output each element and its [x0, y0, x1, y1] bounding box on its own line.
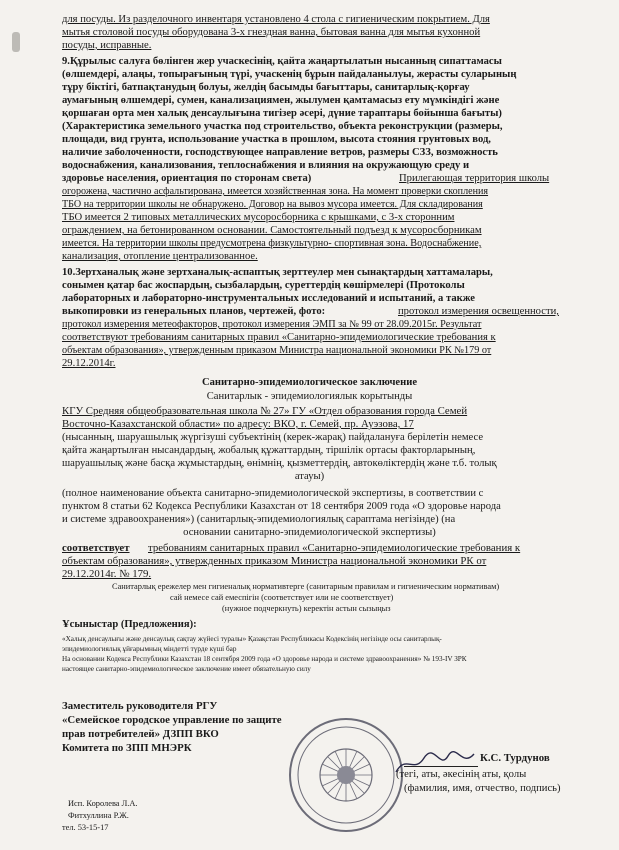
norm-line-3: (нужное подчеркнуть) керектін астын сызыңыз	[222, 604, 391, 613]
line-15: ТБО на территории школы не обнаружено. Договор на вывоз мусора имеется. Для складирования	[62, 199, 483, 210]
object-name-line-2: Восточно-Казахстанской области» по адресу: ВКО, г. Семей, пр. Ауэзова, 17	[62, 418, 414, 430]
hint-line-3: шаруашылық және басқа жұмыстардың, өнімнің, қызметтердің, автокөліктердің және т.б. толық	[62, 458, 497, 469]
line-9: (Характеристика земельного участка под строительство, объекта реконструкции (размеры,	[62, 121, 503, 132]
line-1: для посуды. Из разделочного инвентаря установлено 4 стола с гигиеническим покрытием. Для	[62, 14, 490, 25]
full-name-line-4: основании санитарно-эпидемиологической экспертизы)	[183, 527, 436, 538]
line-23: выкопировки из генеральных планов, чертежей, фото:	[62, 306, 326, 317]
line-26: объектам образования», утвержденным приказом Министра национальной экономики РК №179 от	[62, 345, 492, 356]
hint-line-1: (нысанның, шаруашылық жүргізуші субъектінің (керек-жарақ) пайдалануға берілетін немесе	[62, 432, 484, 443]
signer-position-3: прав потребителей» ДЗПП ВКО	[62, 728, 219, 740]
signature-line	[404, 766, 478, 767]
line-6: тұру біктігі, батпақтанудың болуы, желдің басымды бағыттары, санитарлық-қорғау	[62, 82, 470, 93]
norm-line-1: Санитарлық ережелер мен гигиеналық нормативтерге (санитарным правилам и гигиеническим нормативам)	[112, 582, 500, 591]
line-13b: Прилегающая территория школы	[399, 173, 550, 184]
conclusion-subtitle: Санитарлык - эпидемиологиялык корытынды	[206, 391, 413, 402]
full-name-line-2: пунктом 8 статьи 62 Кодекса Республики Казахстан от 18 сентября 2009 года «О здоровье народа	[62, 501, 501, 512]
result-line-1: требованиям санитарных правил «Санитарно-эпидемиологические требования к	[148, 542, 521, 554]
signer-name: К.С. Турдунов	[480, 752, 550, 764]
signer-position-1: Заместитель руководителя РГУ	[62, 700, 218, 712]
line-19: канализация, отопление централизованное.	[62, 251, 258, 262]
line-21: сонымен қатар бас жоспардың, сызбалардың, суреттердің көшірмелері (Протоколы	[62, 280, 465, 291]
line-3: посуды, исправные.	[62, 40, 152, 51]
hint-line-4: атауы)	[294, 471, 325, 482]
result-status: соответствует	[62, 542, 130, 554]
proposal-line-2: эпидемиологиялық ұйғарымның міндетті түрде күші бар	[62, 645, 237, 653]
result-line-2: объектам образования», утвержденных приказом Министра национальной экономики РК от	[62, 555, 487, 567]
norm-line-2: сай немесе сай емеспігін (соответствует или не соответствует)	[170, 593, 394, 602]
hint-line-2: қайта жаңартылған нысандардың, жобалық құжаттардың, тіршілік ортасы факторларының,	[62, 445, 476, 456]
line-7: аумағының өлшемдері, сумен, канализациямен, жылумен қамтамасыз ету мүмкіндігі және	[62, 95, 500, 106]
official-stamp-icon	[286, 715, 406, 835]
proposal-line-4: настоящее санитарно-эпидемиологическое заключение имеет обязательную силу	[62, 665, 311, 673]
proposal-line-3: На основании Кодекса Республики Казахстан 18 сентября 2009 года «О здоровье народа и системе здравоохранения» № 193-IV ЗРК	[62, 655, 467, 663]
line-10: площади, вид грунта, использование участка в прошлом, высота стояния грунтовых вод,	[62, 134, 491, 145]
footer-phone: тел. 53-15-17	[62, 823, 109, 832]
footer-executor-2: Фитхуллина Р.Ж.	[68, 811, 129, 820]
line-13: здоровье населения, ориентация по сторонам света)	[62, 173, 312, 184]
signer-position-2: «Семейское городское управление по защите	[62, 714, 282, 726]
line-11: наличие заболоченности, господствующее направление ветров, размеры СЗЗ, возможность	[62, 147, 498, 158]
signer-position-4: Комитета по ЗПП МНЭРК	[62, 742, 192, 754]
section-9-heading: 9.Құрылыс салуға бөлінген жер учаскесінің, қайта жаңартылатын нысанның сипаттамасы	[62, 56, 502, 67]
full-name-line-1: (полное наименование объекта санитарно-эпидемиологической экспертизы, в соответствии с	[62, 488, 484, 499]
line-27: 29.12.2014г.	[62, 358, 116, 369]
full-name-line-3: и системе здравоохранения») (санитарлық-эпидемиологиялық сараптама негізінде) (на	[62, 514, 456, 525]
binder-mark	[10, 30, 22, 54]
line-12: водоснабжения, канализования, теплоснабжения и влияния на окружающую среду и	[62, 160, 470, 171]
line-17: ограждением, на бетонированном основании. Самостоятельный подъезд к мусоросборникам	[62, 225, 482, 236]
signature-caption-kz: (тегі, аты, әкесінің аты, қолы	[396, 769, 527, 780]
line-22: лабораторных и лабораторно-инструментальных исследований и испытаний, а также	[62, 293, 475, 304]
line-5: (өлшемдері, алаңы, топырағының түрі, учаскенің бұрын пайдаланылуы, жерасты суларының	[62, 69, 517, 80]
line-14: огорожена, частично асфальтирована, имеется хозяйственная зона. На момент проверки скопления	[62, 186, 489, 197]
line-18: имеется. На территории школы предусмотрена физкультурно- спортивная зона. Водоснабжение,	[62, 238, 482, 249]
result-line-3: 29.12.2014г. № 179.	[62, 568, 152, 580]
object-name-line-1: КГУ Средняя общеобразовательная школа № 27» ГУ «Отдел образования города Семей	[62, 405, 468, 417]
footer-executor-1: Исп. Королева Л.А.	[68, 799, 138, 808]
line-16: ТБО имеется 2 типовых металлических мусоросборника с крышками, с 3-х сторонним	[62, 212, 455, 223]
line-2: мытья столовой посуды оборудована 3-х гнездная ванна, бытовая ванна для мытья кухонной	[62, 27, 481, 38]
line-8: қоршаған орта мен халық денсаулығына тигізер әсері, дүние тараптары бойынша бағыты)	[62, 108, 502, 119]
line-23b: протокол измерения освещенности,	[398, 306, 559, 317]
line-24: протокол измерения метеофакторов, протокол измерения ЭМП за № 99 от 28.09.2015г. Результат	[62, 319, 482, 330]
proposals-title: Ұсыныстар (Предложения):	[62, 619, 197, 630]
line-25: соответствуют требованиям санитарных правил «Санитарно-эпидемиологические требования к	[62, 332, 496, 343]
signature-caption-ru: (фамилия, имя, отчество, подпись)	[404, 783, 561, 794]
section-10-heading: 10.Зертханалық және зертханалық-аспаптық зерттеулер мен сынақтардың хаттамалары,	[62, 267, 493, 278]
conclusion-title: Санитарно-эпидемиологическое заключение	[201, 377, 418, 388]
proposal-line-1: «Халық денсаулығы және денсаулық сақтау жүйесі туралы» Қазақстан Республикасы Кодексінің негізінде осы санитарлық-	[62, 635, 442, 643]
